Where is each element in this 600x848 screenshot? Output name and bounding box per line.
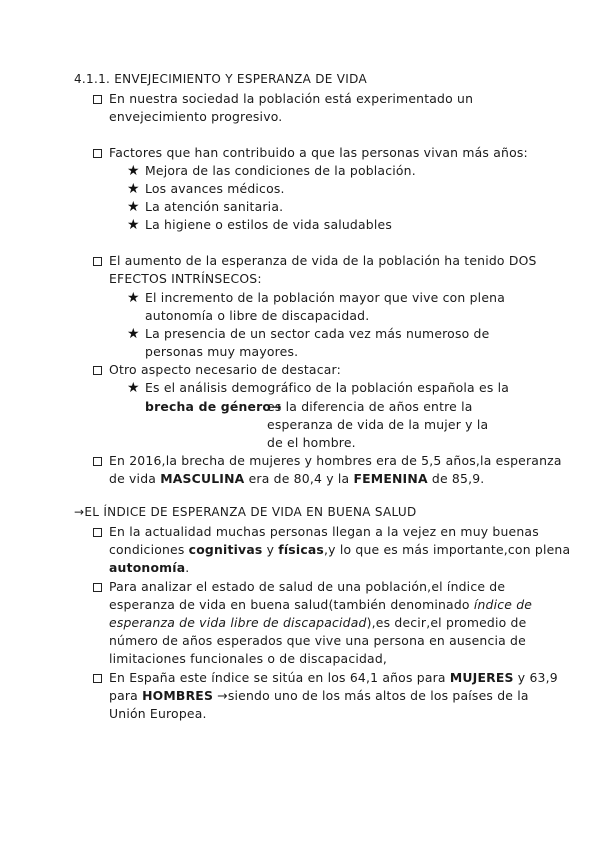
checkbox-icon — [93, 674, 102, 683]
bullet-text: EFECTOS INTRÍNSECOS: — [109, 271, 262, 286]
sub-bullet-text: El incremento de la población mayor que vive con plena — [145, 290, 505, 305]
checkbox-icon — [93, 366, 102, 375]
bullet-text: esperanza de vida en buena salud(también denominado índice de — [109, 597, 533, 612]
masculina-label: MASCULINA — [160, 471, 245, 486]
bullet-text: condiciones cognitivas y físicas,y lo que es más importante,con plena — [109, 542, 571, 557]
brecha-definition: es la diferencia de años entre la — [267, 399, 473, 414]
sub-bullet-text: autonomía o libre de discapacidad. — [145, 308, 370, 323]
checkbox-icon — [93, 95, 102, 104]
bullet-text: de vida MASCULINA era de 80,4 y la FEMENINA de 85,9. — [109, 471, 485, 486]
sub-bullet-text: La atención sanitaria. — [145, 199, 284, 214]
bullet-text: esperanza de vida libre de discapacidad),es decir,el promedio de — [109, 615, 527, 630]
star-icon: ★ — [127, 380, 140, 396]
sub-bullet-text: personas muy mayores. — [145, 344, 299, 359]
bullet-text: para HOMBRES →siendo uno de los más altos de los países de la — [109, 688, 529, 703]
brecha-definition: de el hombre. — [267, 435, 356, 450]
bullet-text: Unión Europea. — [109, 706, 207, 721]
checkbox-icon — [93, 457, 102, 466]
sub-bullet-text: La presencia de un sector cada vez más numeroso de — [145, 326, 490, 341]
brecha-definition: esperanza de vida de la mujer y la — [267, 417, 489, 432]
checkbox-icon — [93, 149, 102, 158]
brecha-term: brecha de género→ — [145, 399, 282, 414]
star-icon: ★ — [127, 163, 140, 179]
bullet-text: En España este índice se sitúa en los 64,1 años para MUJERES y 63,9 — [109, 670, 558, 685]
bullet-text: número de años esperados que vive una persona en ausencia de — [109, 633, 526, 648]
bullet-text: envejecimiento progresivo. — [109, 109, 283, 124]
checkbox-icon — [93, 528, 102, 537]
checkbox-icon — [93, 583, 102, 592]
star-icon: ★ — [127, 181, 140, 197]
sub-bullet-text: Es el análisis demográfico de la población española es la — [145, 380, 510, 395]
bullet-text: Factores que han contribuido a que las personas vivan más años: — [109, 145, 528, 160]
sub-bullet-text: Mejora de las condiciones de la población. — [145, 163, 416, 178]
bullet-text: El aumento de la esperanza de vida de la población ha tenido DOS — [109, 253, 537, 268]
checkbox-icon — [93, 257, 102, 266]
femenina-label: FEMENINA — [353, 471, 428, 486]
bullet-text: autonomía. — [109, 560, 190, 575]
star-icon: ★ — [127, 199, 140, 215]
section-title: 4.1.1. ENVEJECIMIENTO Y ESPERANZA DE VIDA — [74, 72, 367, 86]
sub-bullet-text: La higiene o estilos de vida saludables — [145, 217, 392, 232]
bullet-text: En 2016,la brecha de mujeres y hombres era de 5,5 años,la esperanza — [109, 453, 562, 468]
section-title: →EL ÍNDICE DE ESPERANZA DE VIDA EN BUENA SALUD — [74, 505, 417, 519]
bullet-text: En la actualidad muchas personas llegan a la vejez en muy buenas — [109, 524, 539, 539]
bullet-text: limitaciones funcionales o de discapacidad, — [109, 651, 388, 666]
bullet-text: Para analizar el estado de salud de una población,el índice de — [109, 579, 506, 594]
bullet-text: En nuestra sociedad la población está experimentado un — [109, 91, 474, 106]
sub-bullet-text: Los avances médicos. — [145, 181, 285, 196]
star-icon: ★ — [127, 326, 140, 342]
star-icon: ★ — [127, 290, 140, 306]
star-icon: ★ — [127, 217, 140, 233]
bullet-text: Otro aspecto necesario de destacar: — [109, 362, 341, 377]
